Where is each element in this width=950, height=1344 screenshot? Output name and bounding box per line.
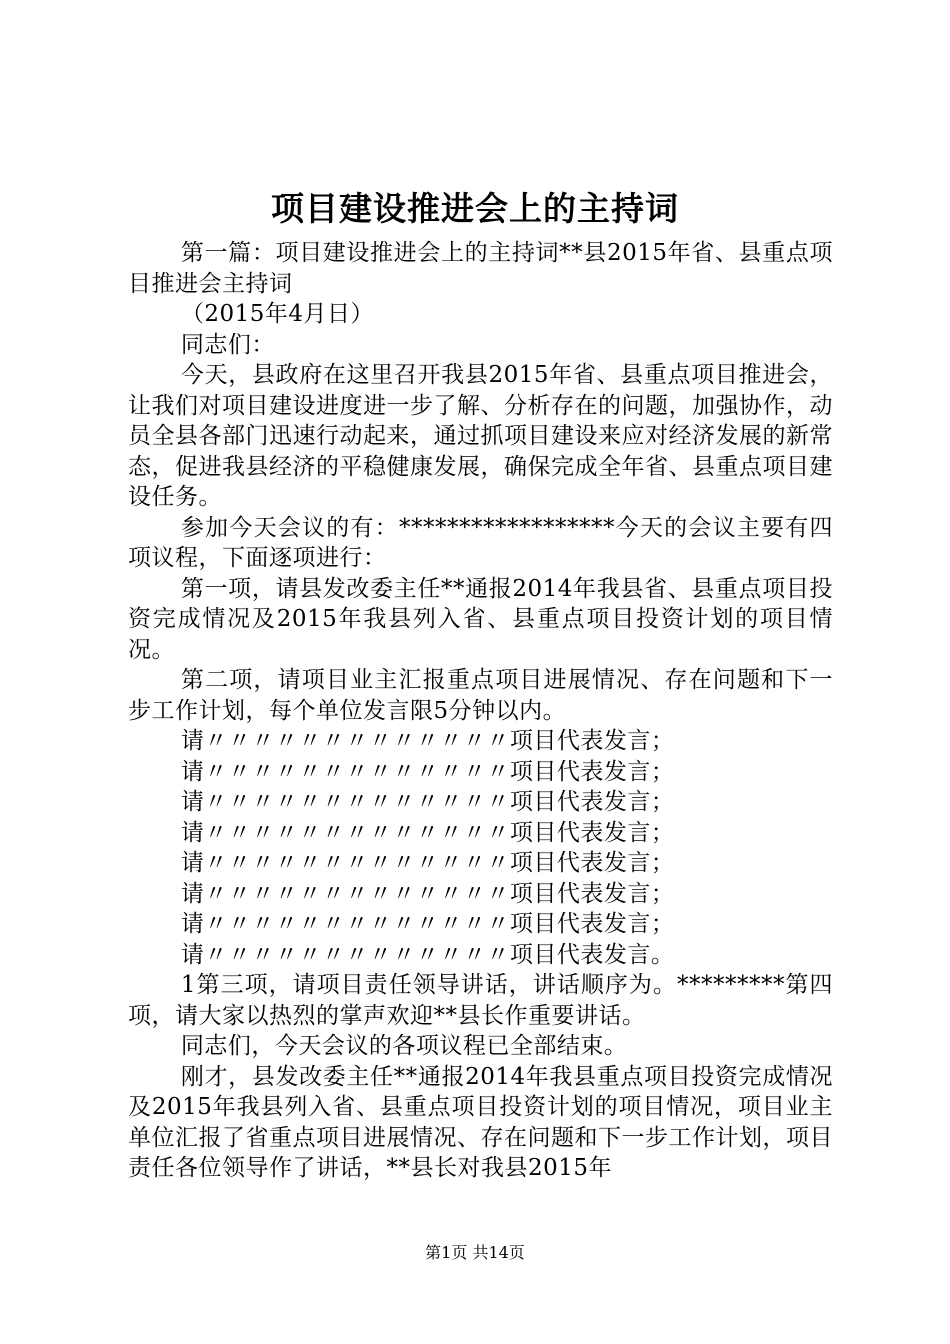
speaker-line: 请〃〃〃〃〃〃〃〃〃〃〃〃〃项目代表发言； <box>180 819 675 846</box>
speaker-line: 请〃〃〃〃〃〃〃〃〃〃〃〃〃项目代表发言。 <box>180 941 675 968</box>
paragraph: 同志们，今天会议的各项议程已全部结束。 <box>180 1033 628 1059</box>
speaker-line: 请〃〃〃〃〃〃〃〃〃〃〃〃〃项目代表发言； <box>180 728 675 754</box>
paragraph-date: （2015年4月日） <box>180 301 375 327</box>
paragraph: 第二项，请项目业主汇报重点项目进展情况、存在问题和下一步工作计划，每个单位发言限5分钟以内。 <box>128 667 833 724</box>
paragraph: 第一篇：项目建设推进会上的主持词**县2015年省、县重点项目推进会主持词 <box>128 240 833 297</box>
paragraph: 第一项，请县发改委主任**通报2014年我县省、县重点项目投资完成情况及2015年我县列入省、县重点项目投资计划的项目情况。 <box>128 575 833 663</box>
page-number: 第1页 共14页 <box>425 1243 525 1262</box>
speaker-line: 请〃〃〃〃〃〃〃〃〃〃〃〃〃项目代表发言； <box>180 850 675 876</box>
speaker-line: 请〃〃〃〃〃〃〃〃〃〃〃〃〃项目代表发言； <box>180 789 675 815</box>
paragraph: 刚才，县发改委主任**通报2014年我县重点项目投资完成情况及2015年我县列入省、县重点项目投资计划的项目情况，项目业主单位汇报了省重点项目进展情况、存在问题和下一步工作计划，项目责任各位领导作了讲话，**县长对我县2015年 <box>128 1063 833 1181</box>
document-body <box>128 238 833 1184</box>
document-title: 项目建设推进会上的主持词 <box>271 189 679 228</box>
paragraph: 今天，县政府在这里召开我县2015年省、县重点项目推进会，让我们对项目建设进度进一步了解、分析存在的问题，加强协作，动员全县各部门迅速行动起来，通过抓项目建设来应对经济发展的新常态，促进我县经济的平稳健康发展，确保完成全年省、县重点项目建设任务。 <box>128 362 833 510</box>
speaker-line: 请〃〃〃〃〃〃〃〃〃〃〃〃〃项目代表发言； <box>180 911 675 937</box>
speaker-line: 请〃〃〃〃〃〃〃〃〃〃〃〃〃项目代表发言； <box>180 758 675 785</box>
paragraph: 参加今天会议的有：******************今天的会议主要有四项议程，下面逐项进行： <box>128 514 833 571</box>
paragraph: 1第三项，请项目责任领导讲话，讲话顺序为。*********第四项，请大家以热烈的掌声欢迎**县长作重要讲话。 <box>128 972 833 1029</box>
speaker-line: 请〃〃〃〃〃〃〃〃〃〃〃〃〃项目代表发言； <box>180 880 675 907</box>
paragraph-salutation: 同志们： <box>180 331 275 358</box>
